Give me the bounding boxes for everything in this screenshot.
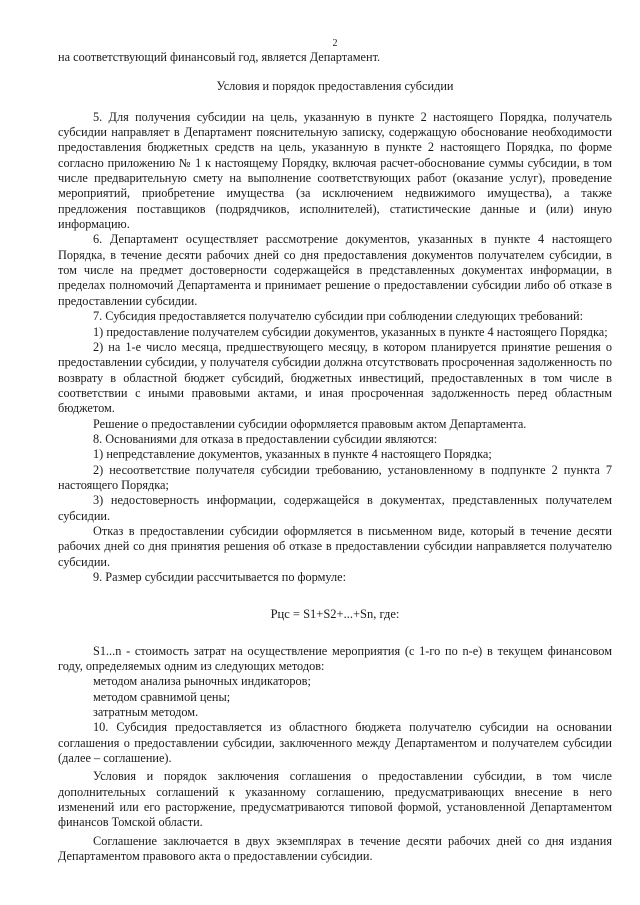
paragraph-7-item-1: 1) предоставление получателем субсидии документов, указанных в пункте 4 настоящего Порядка; (93, 324, 608, 339)
paragraph-8-item-2: 2) несоответствие получателя субсидии требованию, установленному в подпункте 2 пункта 7 настоящего Порядка; (58, 462, 612, 492)
subsidy-formula: Рцс = S1+S2+...+Sn, где: (270, 607, 400, 622)
paragraph-8-item-1: 1) непредставление документов, указанных в пункте 4 настоящего Порядка; (93, 447, 492, 462)
paragraph-10-terms: Условия и порядок заключения соглашения о предоставлении субсидии, в том числе дополнительных соглашений к указанному соглашению, предусматривающих внесение в него изменений или его расторжение, предусматриваются типовой формой, установленной Департаментом финансов Томской области. (58, 769, 612, 830)
method-item: методом анализа рыночных индикаторов; (93, 674, 311, 689)
paragraph-8-refusal: Отказ в предоставлении субсидии оформляется в письменном виде, который в течение десяти рабочих дней со дня принятия решения об отказе в предоставлении субсидии направляется получателю субсидии. (58, 523, 612, 569)
method-item: затратным методом. (93, 705, 199, 720)
paragraph-8-item-3: 3) недостоверность информации, содержащейся в документах, представленных получателем субсидии. (58, 493, 612, 523)
paragraph-7-decision: Решение о предоставлении субсидии оформляется правовым актом Департамента. (93, 416, 527, 431)
page-number: 2 (332, 38, 338, 49)
paragraph-9: 9. Размер субсидии рассчитывается по формуле: (93, 570, 347, 584)
paragraph-5: 5. Для получения субсидии на цель, указанную в пункте 2 настоящего Порядка, получатель субсидии направляет в Департамент пояснительную записку, содержащую обоснование необходимости предоставления бюджетных средств на цель, указанную в пункте 2 настоящего Порядка, по форме согласно приложению № 1 к настоящему Порядку, включая расчет-обоснование суммы субсидии, в том числе предварительную смету на выполнение соответствующих работ (оказание услуг), проведение мероприятий, приобретение имущества (за исключением недвижимого имущества), а также предложения поставщиков (подрядчиков, исполнителей), статистические данные и (или) иную информацию. (58, 109, 612, 232)
paragraph-6: 6. Департамент осуществляет рассмотрение документов, указанных в пункте 4 настоящего Порядка, в течение десяти рабочих дней со дня предоставления документов получателем субсидии, в том числе на предмет достоверности содержащейся в представленных документах информации, в пределах полномочий Департамента и принимает решение о предоставлении субсидии либо об отказе в предоставлении субсидии. (58, 232, 612, 308)
document-page (58, 38, 612, 865)
paragraph-9-definition: S1...n - стоимость затрат на осуществление мероприятия (с 1-го по n-е) в текущем финансовом году, определяемых одним из следующих методов: (58, 643, 612, 674)
section-title: Условия и порядок предоставления субсидии (216, 79, 454, 94)
paragraph-7-item-2: 2) на 1-е число месяца, предшествующего месяцу, в котором планируется принятие решения о предоставлении субсидии, у получателя субсидии должна отсутствовать просроченная задолженность по возврату в областной бюджет субсидий, бюджетных инвестиций, предоставленных в том числе в соответствии с иными правовыми актами, и иная просроченная задолженность перед областным бюджетом. (58, 339, 612, 416)
paragraph-10-copies: Соглашение заключается в двух экземплярах в течение десяти рабочих дней со дня издания Департаментом правового акта о предоставлении субсидии. (58, 833, 612, 864)
method-item: методом сравнимой цены; (93, 689, 231, 704)
paragraph-7: 7. Субсидия предоставляется получателю субсидии при соблюдении следующих требований: (93, 309, 584, 324)
paragraph-10: 10. Субсидия предоставляется из областного бюджета получателю субсидии на основании соглашения о предоставлении субсидии, заключенного между Департаментом и получателем субсидии (далее – соглашение). (58, 720, 612, 766)
intro-line: на соответствующий финансовый год, является Департамент. (58, 50, 381, 64)
paragraph-8: 8. Основаниями для отказа в предоставлении субсидии являются: (93, 431, 438, 446)
